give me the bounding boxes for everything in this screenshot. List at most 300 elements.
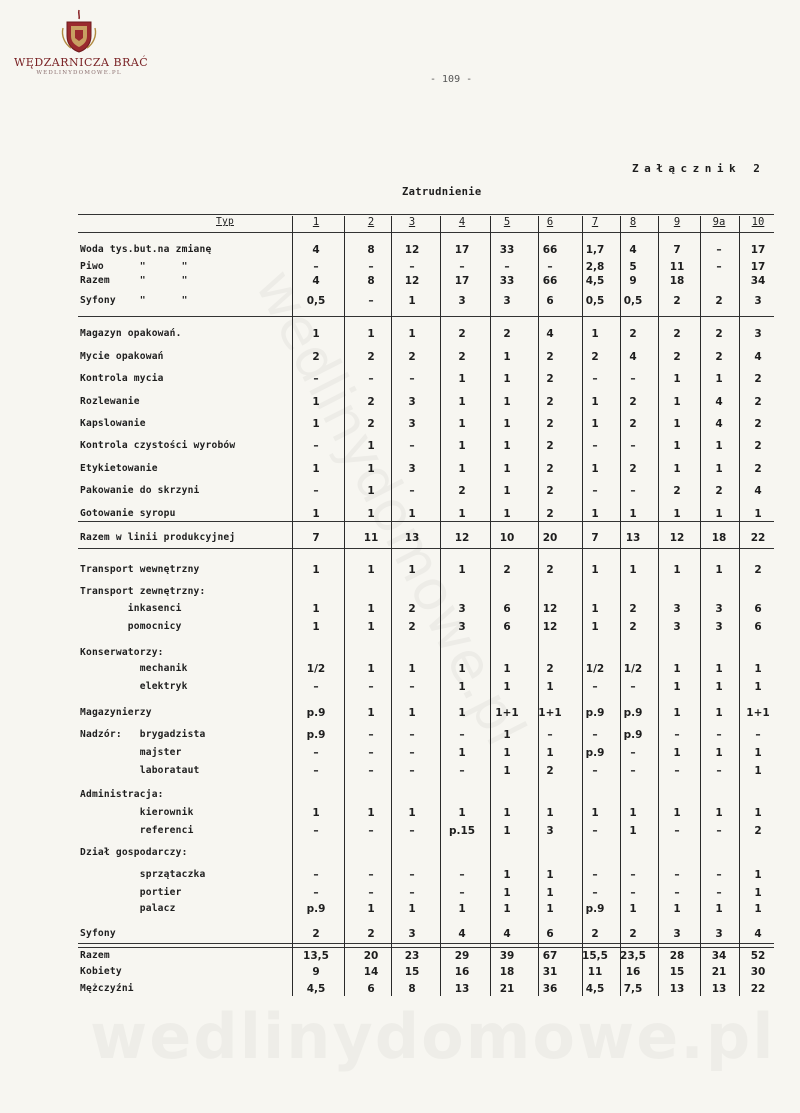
table-cell: – — [592, 765, 598, 777]
row-label: referenci — [80, 825, 194, 836]
table-cell: 1 — [546, 681, 554, 693]
table-cell: 17 — [750, 261, 766, 273]
table-cell: 2 — [754, 440, 762, 452]
column-header: 8 — [629, 216, 637, 228]
table-cell: 1 — [458, 508, 466, 520]
table-cell: 1 — [629, 564, 637, 576]
table-row — [76, 807, 776, 823]
table-cell: 1 — [715, 681, 723, 693]
table-cell: 3 — [715, 603, 723, 615]
table-cell: 1 — [629, 825, 637, 837]
table-row — [76, 463, 776, 479]
table-cell: 2 — [629, 396, 637, 408]
table-row — [76, 966, 776, 982]
table-cell: – — [592, 373, 598, 385]
table-cell: – — [630, 869, 636, 881]
row-label: Gotowanie syropu — [80, 508, 176, 519]
table-cell: – — [716, 244, 722, 256]
table-cell: 1 — [715, 707, 723, 719]
table-cell: – — [409, 373, 415, 385]
row-label: Mężczyźni — [80, 983, 134, 994]
table-cell: 1 — [629, 807, 637, 819]
row-label: pomocnicy — [80, 621, 182, 632]
table-cell: 1 — [754, 869, 762, 881]
table-row — [76, 681, 776, 697]
table-row — [76, 328, 776, 344]
table-cell: 3 — [673, 603, 681, 615]
table-row — [76, 765, 776, 781]
table-cell: 13,5 — [303, 950, 329, 962]
table-cell: 1+1 — [538, 707, 562, 719]
table-cell: 1 — [591, 508, 599, 520]
table-row — [76, 564, 776, 580]
table-cell: 1 — [715, 440, 723, 452]
row-label: inkasenci — [80, 603, 182, 614]
brand-logo[interactable] — [14, 8, 149, 76]
table-cell: – — [313, 747, 319, 759]
table-cell: 1+1 — [746, 707, 770, 719]
table-cell: – — [716, 261, 722, 273]
table-cell: 3 — [458, 621, 466, 633]
table-cell: 1 — [503, 440, 511, 452]
table-cell: 2 — [546, 765, 554, 777]
table-cell: – — [313, 261, 319, 273]
table-cell: 2 — [312, 351, 320, 363]
table-row — [76, 825, 776, 841]
table-cell: 1 — [312, 564, 320, 576]
table-cell: 1 — [312, 807, 320, 819]
table-cell: 17 — [750, 244, 766, 256]
table-row — [76, 747, 776, 763]
table-title: Zatrudnienie — [402, 186, 482, 198]
table-cell: – — [368, 825, 374, 837]
table-cell: – — [313, 825, 319, 837]
table-cell: 15 — [669, 966, 685, 978]
table-cell: 13 — [454, 983, 470, 995]
table-row — [76, 418, 776, 434]
table-cell: 1 — [408, 295, 416, 307]
table-cell: 14 — [363, 966, 379, 978]
table-cell: 1 — [458, 418, 466, 430]
column-header: 9a — [712, 216, 726, 228]
table-cell: p.9 — [306, 903, 326, 915]
table-cell: 1 — [458, 807, 466, 819]
row-label: kierownik — [80, 807, 194, 818]
table-cell: 1 — [503, 681, 511, 693]
table-cell: 2 — [629, 603, 637, 615]
table-cell: 1,7 — [585, 244, 605, 256]
table-cell: 2 — [629, 328, 637, 340]
table-cell: 1 — [754, 508, 762, 520]
table-cell: 2 — [715, 351, 723, 363]
row-label: Kontrola mycia — [80, 373, 164, 384]
table-cell: 0,5 — [306, 295, 326, 307]
row-label: Woda tys.but.na zmianę — [80, 244, 212, 255]
table-cell: 1 — [312, 508, 320, 520]
table-cell: – — [592, 729, 598, 741]
table-cell: 2 — [546, 508, 554, 520]
table-cell: 1 — [458, 373, 466, 385]
table-cell: 1 — [715, 903, 723, 915]
table-cell: 2 — [673, 351, 681, 363]
table-cell: 1 — [591, 463, 599, 475]
row-label: Administracja: — [80, 789, 164, 800]
table-cell: 3 — [715, 621, 723, 633]
table-cell: 1 — [367, 707, 375, 719]
table-cell: 1 — [546, 807, 554, 819]
row-label: majster — [80, 747, 182, 758]
table-cell: 9 — [629, 275, 637, 287]
table-cell: – — [674, 887, 680, 899]
table-cell: 2 — [673, 328, 681, 340]
table-cell: 0,5 — [585, 295, 605, 307]
table-cell: 3 — [673, 928, 681, 940]
table-cell: 10 — [499, 532, 515, 544]
row-label: Razem " " — [80, 275, 188, 286]
table-cell: 2 — [546, 564, 554, 576]
table-row — [76, 729, 776, 745]
table-cell: 12 — [542, 621, 558, 633]
table-cell: 4 — [503, 928, 511, 940]
table-cell: 1 — [673, 807, 681, 819]
table-cell: 15 — [404, 966, 420, 978]
row-label: mechanik — [80, 663, 188, 674]
table-cell: 2 — [754, 418, 762, 430]
table-cell: – — [504, 261, 510, 273]
row-label: Kobiety — [80, 966, 122, 977]
table-cell: – — [674, 869, 680, 881]
table-cell: 1 — [367, 485, 375, 497]
table-cell: 8 — [367, 275, 375, 287]
table-cell: 22 — [750, 983, 766, 995]
table-cell: 1 — [503, 903, 511, 915]
table-cell: 67 — [542, 950, 558, 962]
table-cell: – — [630, 440, 636, 452]
table-cell: – — [409, 869, 415, 881]
table-row — [76, 647, 776, 663]
table-cell: 1 — [546, 747, 554, 759]
row-label: Rozlewanie — [80, 396, 140, 407]
table-cell: – — [630, 681, 636, 693]
table-cell: 4 — [754, 928, 762, 940]
table-cell: 6 — [503, 621, 511, 633]
table-cell: 1 — [312, 396, 320, 408]
table-cell: – — [313, 440, 319, 452]
table-row — [76, 869, 776, 885]
table-cell: 1 — [408, 663, 416, 675]
table-cell: 30 — [750, 966, 766, 978]
table-cell: – — [674, 729, 680, 741]
table-cell: 1 — [673, 707, 681, 719]
table-cell: 1 — [715, 807, 723, 819]
row-label: Magazyn opakowań. — [80, 328, 182, 339]
table-cell: 4 — [458, 928, 466, 940]
table-cell: 1 — [367, 807, 375, 819]
row-label: Konserwatorzy: — [80, 647, 164, 658]
table-cell: p.9 — [306, 707, 326, 719]
table-cell: 39 — [499, 950, 515, 962]
table-row — [76, 847, 776, 863]
table-cell: 2 — [715, 328, 723, 340]
table-cell: 22 — [750, 532, 766, 544]
table-cell: 2 — [546, 396, 554, 408]
table-cell: – — [674, 765, 680, 777]
table-cell: – — [459, 887, 465, 899]
table-cell: 18 — [499, 966, 515, 978]
table-cell: 1 — [754, 681, 762, 693]
table-cell: 1 — [503, 508, 511, 520]
table-cell: 23,5 — [620, 950, 646, 962]
table-cell: p.9 — [585, 707, 605, 719]
table-cell: – — [459, 729, 465, 741]
table-cell: 1 — [715, 373, 723, 385]
table-row — [76, 440, 776, 456]
table-cell: 1 — [367, 903, 375, 915]
table-cell: 18 — [669, 275, 685, 287]
table-cell: 1 — [367, 603, 375, 615]
table-cell: 1 — [715, 508, 723, 520]
table-cell: 1 — [673, 903, 681, 915]
table-cell: 1 — [503, 396, 511, 408]
table-cell: 13 — [669, 983, 685, 995]
table-cell: – — [459, 869, 465, 881]
table-cell: – — [630, 373, 636, 385]
table-cell: 2 — [458, 328, 466, 340]
table-cell: 66 — [542, 275, 558, 287]
table-cell: 2 — [754, 463, 762, 475]
table-cell: – — [716, 765, 722, 777]
table-cell: – — [409, 825, 415, 837]
table-cell: 1 — [503, 887, 511, 899]
table-cell: 1 — [715, 663, 723, 675]
row-label: Piwo " " — [80, 261, 188, 272]
column-header: 6 — [546, 216, 554, 228]
table-cell: 1/2 — [623, 663, 643, 675]
table-cell: 3 — [408, 928, 416, 940]
table-cell: 2 — [546, 440, 554, 452]
table-cell: 1 — [503, 463, 511, 475]
table-cell: 23 — [404, 950, 420, 962]
table-cell: – — [409, 261, 415, 273]
table-cell: 1 — [458, 564, 466, 576]
table-cell: 1 — [458, 440, 466, 452]
table-cell: 1 — [754, 765, 762, 777]
table-row — [76, 663, 776, 679]
table-cell: 2 — [546, 485, 554, 497]
table-cell: 1/2 — [306, 663, 326, 675]
column-header: 2 — [367, 216, 375, 228]
table-cell: 33 — [499, 244, 515, 256]
table-cell: 1 — [367, 621, 375, 633]
table-cell: 2 — [629, 928, 637, 940]
brand-name: WĘDZARNICZA BRAĆ — [14, 56, 149, 69]
table-cell: 1 — [715, 564, 723, 576]
column-header: 3 — [408, 216, 416, 228]
table-row — [76, 789, 776, 805]
table-row — [76, 508, 776, 524]
table-cell: 1 — [367, 328, 375, 340]
table-cell: 3 — [673, 621, 681, 633]
table-cell: 3 — [408, 418, 416, 430]
table-cell: 1 — [458, 707, 466, 719]
column-header: 1 — [312, 216, 320, 228]
table-cell: 2 — [503, 564, 511, 576]
table-cell: 1 — [408, 508, 416, 520]
table-cell: 6 — [367, 983, 375, 995]
table-cell: 13 — [625, 532, 641, 544]
table-cell: 1 — [673, 508, 681, 520]
table-cell: – — [313, 373, 319, 385]
table-cell: 1 — [715, 463, 723, 475]
table-cell: 16 — [625, 966, 641, 978]
table-cell: 2 — [715, 295, 723, 307]
table-cell: 1 — [503, 807, 511, 819]
table-cell: 2 — [367, 928, 375, 940]
table-cell: – — [409, 485, 415, 497]
table-cell: 1 — [591, 418, 599, 430]
table-cell: 3 — [458, 295, 466, 307]
table-row — [76, 373, 776, 389]
table-cell: 2 — [408, 351, 416, 363]
footer-watermark — [90, 1000, 775, 1073]
table-cell: 4 — [312, 244, 320, 256]
row-label: elektryk — [80, 681, 188, 692]
table-cell: 1 — [503, 351, 511, 363]
table-cell: 1 — [754, 663, 762, 675]
table-cell: – — [409, 765, 415, 777]
table-cell: 3 — [754, 295, 762, 307]
row-label: Razem — [80, 950, 110, 961]
table-cell: 1 — [312, 463, 320, 475]
table-cell: 4,5 — [585, 983, 605, 995]
table-row — [76, 485, 776, 501]
column-header: 7 — [591, 216, 599, 228]
table-cell: 21 — [499, 983, 515, 995]
table-cell: 33 — [499, 275, 515, 287]
table-cell: – — [409, 440, 415, 452]
table-cell: 17 — [454, 275, 470, 287]
table-cell: – — [368, 765, 374, 777]
table-cell: 0,5 — [623, 295, 643, 307]
table-cell: 28 — [669, 950, 685, 962]
table-cell: – — [409, 747, 415, 759]
table-row — [76, 532, 776, 548]
table-cell: 2 — [458, 351, 466, 363]
table-cell: 1 — [367, 564, 375, 576]
table-cell: 18 — [711, 532, 727, 544]
table-row — [76, 396, 776, 412]
table-cell: 29 — [454, 950, 470, 962]
table-cell: p.15 — [448, 825, 476, 837]
table-cell: 2 — [673, 295, 681, 307]
table-cell: 1 — [367, 463, 375, 475]
table-row — [76, 950, 776, 966]
table-cell: 1 — [673, 418, 681, 430]
table-cell: – — [313, 869, 319, 881]
table-row — [76, 887, 776, 903]
row-label: Kontrola czystości wyrobów — [80, 440, 236, 451]
table-cell: 1 — [503, 729, 511, 741]
table-cell: 3 — [458, 603, 466, 615]
table-cell: 12 — [669, 532, 685, 544]
table-row — [76, 603, 776, 619]
row-label: Transport wewnętrzny — [80, 564, 200, 575]
table-cell: – — [368, 373, 374, 385]
table-cell: 2 — [367, 396, 375, 408]
column-header: 5 — [503, 216, 511, 228]
table-cell: 2 — [312, 928, 320, 940]
table-cell: 66 — [542, 244, 558, 256]
table-cell: 13 — [404, 532, 420, 544]
table-cell: – — [409, 729, 415, 741]
table-cell: 12 — [542, 603, 558, 615]
table-cell: 1 — [546, 887, 554, 899]
table-cell: p.9 — [623, 729, 643, 741]
table-header-row — [76, 216, 776, 232]
table-cell: 3 — [408, 396, 416, 408]
table-cell: 31 — [542, 966, 558, 978]
table-cell: 7 — [312, 532, 320, 544]
table-cell: 2 — [591, 351, 599, 363]
table-cell: 4 — [715, 396, 723, 408]
table-cell: 2 — [546, 663, 554, 675]
table-cell: 1 — [591, 603, 599, 615]
table-cell: 3 — [408, 463, 416, 475]
row-label: Syfony " " — [80, 295, 188, 306]
table-cell: 12 — [454, 532, 470, 544]
table-cell: 1 — [673, 440, 681, 452]
table-row — [76, 928, 776, 944]
table-cell: 8 — [408, 983, 416, 995]
row-label: laborataut — [80, 765, 200, 776]
table-cell: 1 — [673, 681, 681, 693]
table-cell: 2 — [367, 351, 375, 363]
table-cell: 2 — [546, 373, 554, 385]
table-cell: 1 — [408, 707, 416, 719]
table-cell: 2 — [546, 351, 554, 363]
table-cell: 1 — [673, 463, 681, 475]
table-cell: – — [755, 729, 761, 741]
table-cell: 1 — [312, 603, 320, 615]
row-label: Dział gospodarczy: — [80, 847, 188, 858]
annex-title: Załącznik 2 — [632, 162, 766, 175]
table-cell: 1 — [629, 903, 637, 915]
column-header: 10 — [751, 216, 765, 228]
table-cell: – — [547, 261, 553, 273]
table-cell: 4 — [754, 485, 762, 497]
row-label: Etykietowanie — [80, 463, 158, 474]
table-cell: 3 — [754, 328, 762, 340]
table-cell: – — [592, 681, 598, 693]
table-cell: 4 — [312, 275, 320, 287]
table-cell: 20 — [542, 532, 558, 544]
table-cell: 1 — [458, 463, 466, 475]
table-cell: 2 — [546, 418, 554, 430]
table-cell: 8 — [367, 244, 375, 256]
coat-of-arms-icon — [59, 8, 99, 54]
table-cell: 2 — [591, 928, 599, 940]
table-cell: 2 — [408, 621, 416, 633]
table-cell: 11 — [587, 966, 603, 978]
table-cell: – — [716, 729, 722, 741]
table-cell: 13 — [711, 983, 727, 995]
table-cell: 1 — [673, 564, 681, 576]
table-cell: 1 — [754, 747, 762, 759]
row-label: Transport zewnętrzny: — [80, 586, 206, 597]
table-row — [76, 983, 776, 999]
table-cell: 4,5 — [585, 275, 605, 287]
table-cell: 2 — [754, 396, 762, 408]
